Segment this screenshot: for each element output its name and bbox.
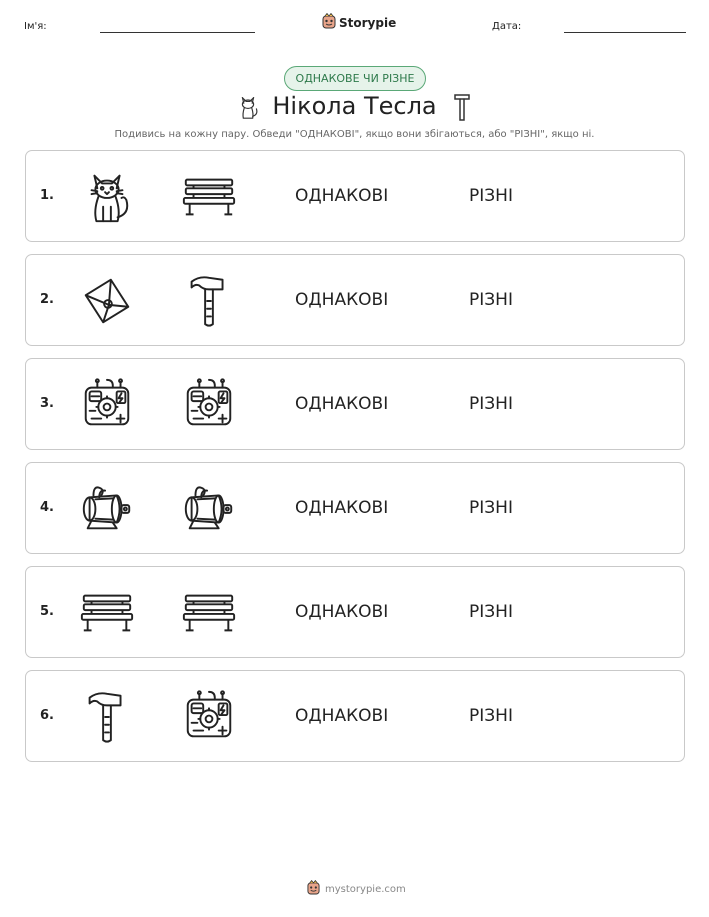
brand (322, 13, 396, 33)
hammer-icon (180, 272, 238, 330)
circuit-icon (78, 376, 136, 434)
page-title: Нікола Тесла (272, 92, 437, 120)
option-different[interactable]: РІЗНІ (469, 602, 513, 622)
option-different[interactable]: РІЗНІ (469, 394, 513, 414)
option-different[interactable]: РІЗНІ (469, 290, 513, 310)
name-field-line[interactable] (100, 32, 255, 33)
hammer-icon (452, 92, 472, 126)
option-same[interactable]: ОДНАКОВІ (295, 186, 389, 206)
envelope-icon (78, 272, 136, 330)
bench-icon (78, 584, 136, 642)
option-same[interactable]: ОДНАКОВІ (295, 602, 389, 622)
brand-name: Storypie (339, 16, 397, 30)
name-label: Ім'я: (24, 21, 47, 32)
question-row (25, 566, 685, 658)
option-different[interactable]: РІЗНІ (469, 706, 513, 726)
option-same[interactable]: ОДНАКОВІ (295, 706, 389, 726)
date-label: Дата: (492, 21, 522, 32)
question-row (25, 254, 685, 346)
circuit-icon (180, 688, 238, 746)
question-row (25, 150, 685, 242)
footer-url: mystorypie.com (325, 884, 406, 895)
bench-icon (180, 584, 238, 642)
motor-icon (180, 480, 238, 538)
worksheet-type-badge: ОДНАКОВЕ ЧИ РІЗНЕ (284, 66, 426, 91)
option-same[interactable]: ОДНАКОВІ (295, 498, 389, 518)
bench-icon (180, 168, 238, 226)
question-row (25, 670, 685, 762)
question-number: 5. (40, 604, 54, 619)
option-different[interactable]: РІЗНІ (469, 498, 513, 518)
question-number: 4. (40, 500, 54, 515)
question-number: 3. (40, 396, 54, 411)
option-same[interactable]: ОДНАКОВІ (295, 290, 389, 310)
cat-icon (78, 168, 136, 226)
question-number: 6. (40, 708, 54, 723)
option-same[interactable]: ОДНАКОВІ (295, 394, 389, 414)
question-row (25, 462, 685, 554)
storypie-logo-icon (307, 880, 320, 899)
option-different[interactable]: РІЗНІ (469, 186, 513, 206)
question-number: 1. (40, 188, 54, 203)
hammer-icon (78, 688, 136, 746)
circuit-icon (180, 376, 238, 434)
question-row (25, 358, 685, 450)
motor-icon (78, 480, 136, 538)
footer (307, 880, 406, 899)
question-number: 2. (40, 292, 54, 307)
date-field-line[interactable] (564, 32, 686, 33)
instruction-text: Подивись на кожну пару. Обведи "ОДНАКОВІ", якщо вони збігаються, або "РІЗНІ", якщо ні. (114, 129, 595, 140)
storypie-logo-icon (322, 13, 336, 33)
